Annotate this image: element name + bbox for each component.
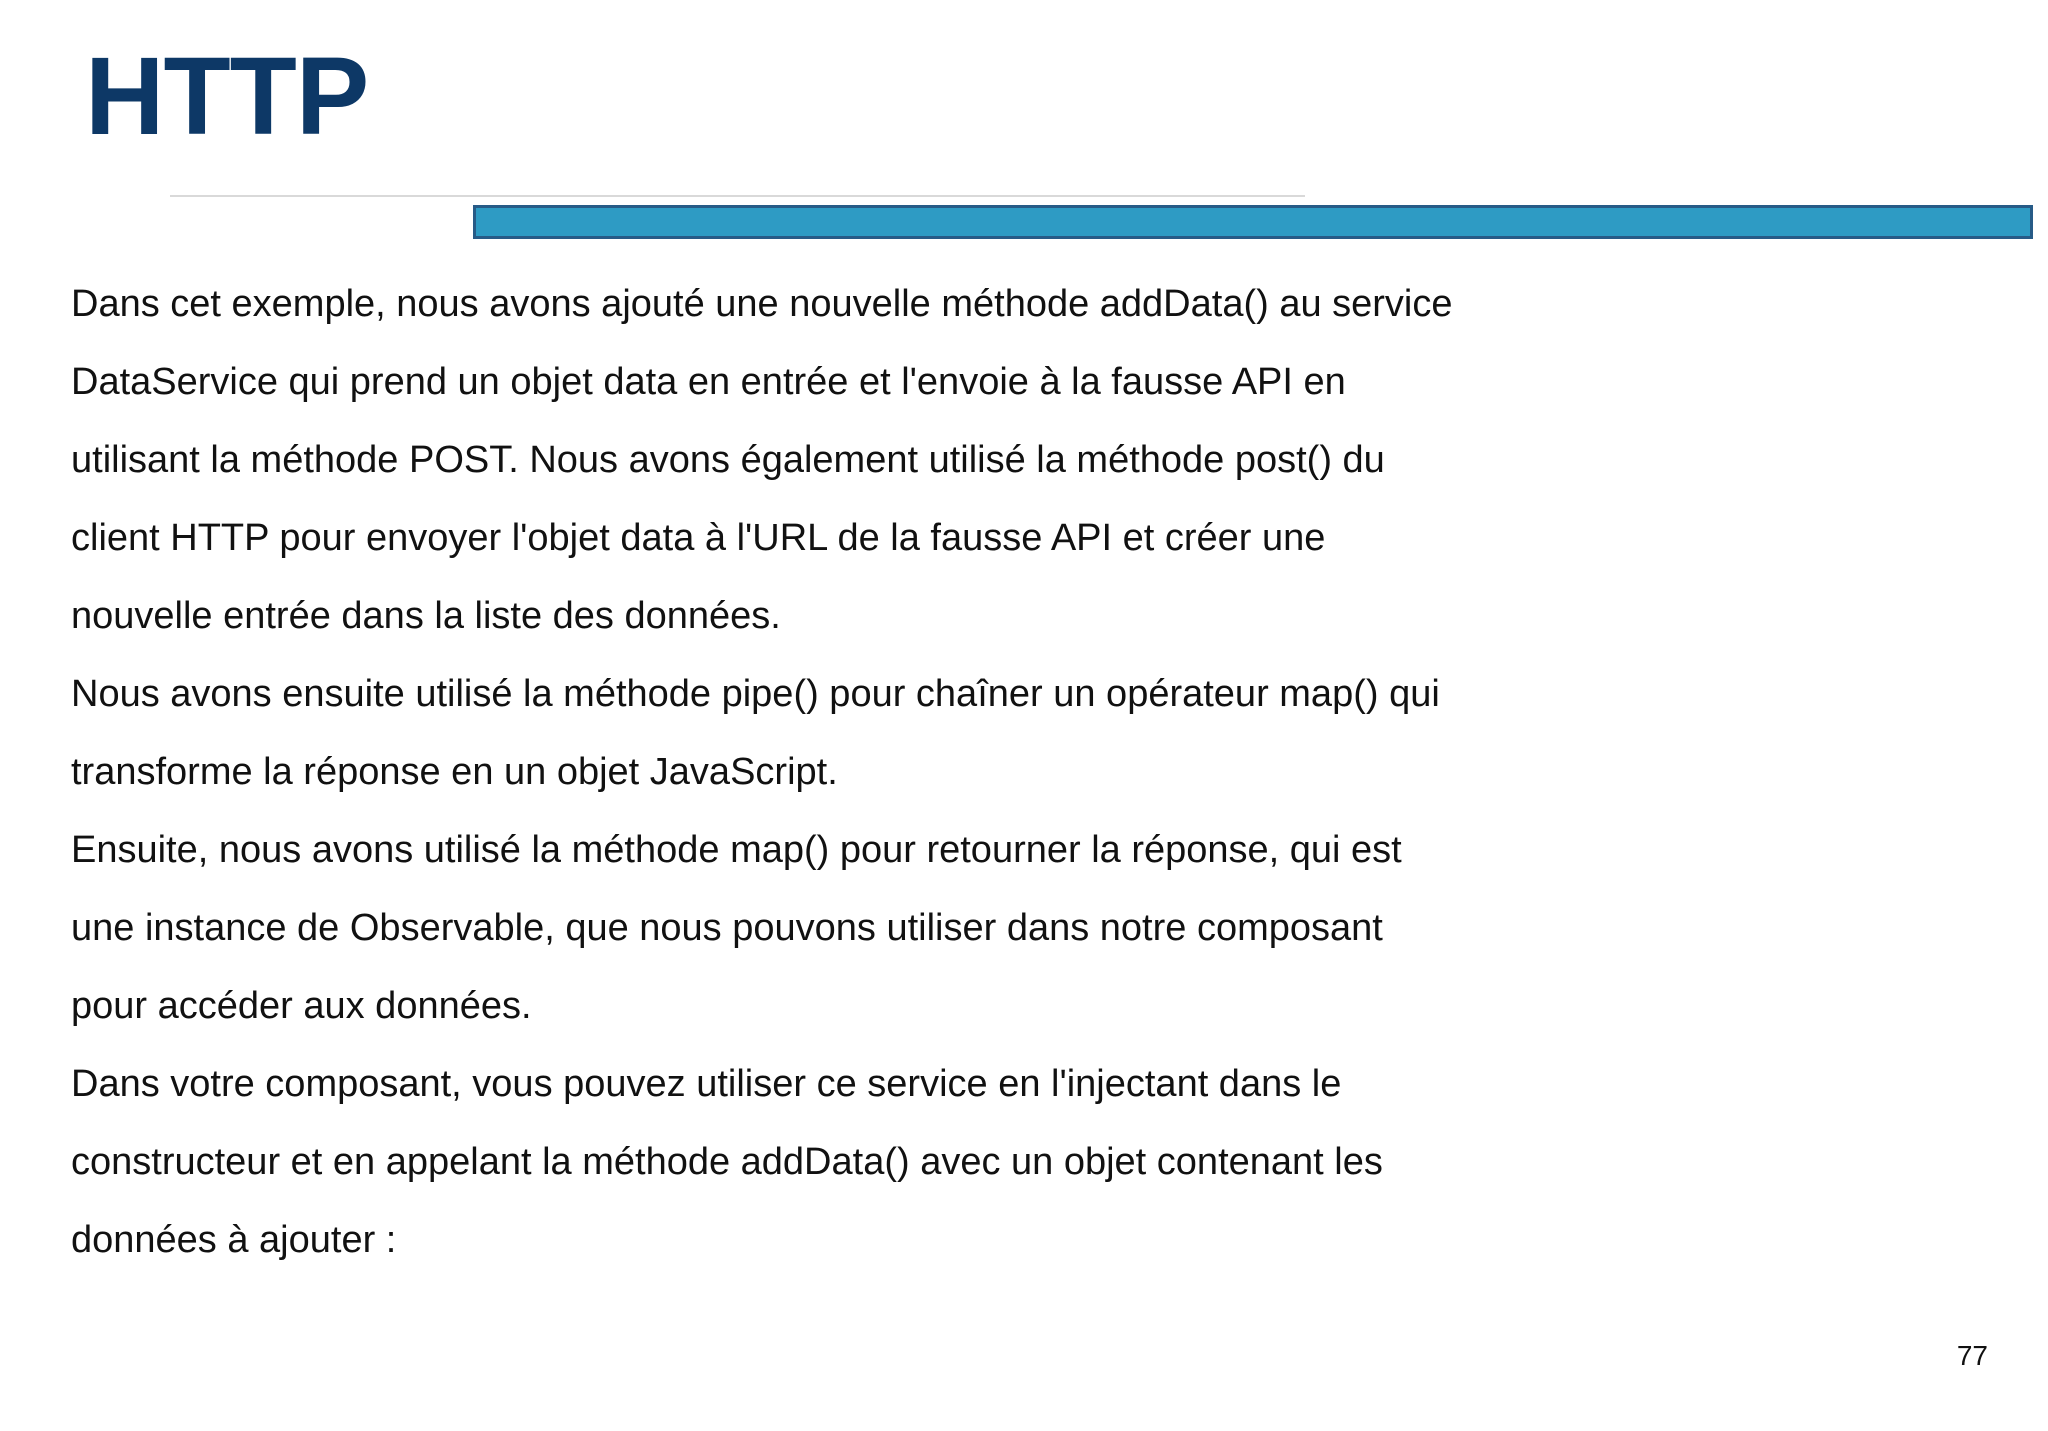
- body-line: transforme la réponse en un objet JavaScript.: [71, 751, 838, 793]
- body-line: constructeur et en appelant la méthode addData() avec un objet contenant les: [71, 1141, 1383, 1183]
- slide-body: [71, 265, 1631, 1279]
- body-line: Dans votre composant, vous pouvez utiliser ce service en l'injectant dans le: [71, 1063, 1342, 1105]
- body-line: une instance de Observable, que nous pouvons utiliser dans notre composant: [71, 907, 1383, 949]
- body-line: Nous avons ensuite utilisé la méthode pipe() pour chaîner un opérateur map() qui: [71, 673, 1440, 715]
- page-number: 77: [1956, 1340, 1988, 1371]
- body-line: données à ajouter :: [71, 1219, 397, 1261]
- body-line: nouvelle entrée dans la liste des données.: [71, 595, 781, 637]
- body-line: Ensuite, nous avons utilisé la méthode map() pour retourner la réponse, qui est: [71, 829, 1402, 871]
- body-line: DataService qui prend un objet data en entrée et l'envoie à la fausse API en: [71, 361, 1346, 403]
- body-line: client HTTP pour envoyer l'objet data à l'URL de la fausse API et créer une: [71, 517, 1326, 559]
- body-line: utilisant la méthode POST. Nous avons également utilisé la méthode post() du: [71, 439, 1385, 481]
- title-underline: [170, 195, 1305, 197]
- body-line: pour accéder aux données.: [71, 985, 532, 1027]
- body-line: Dans cet exemple, nous avons ajouté une nouvelle méthode addData() au service: [71, 283, 1453, 325]
- slide-title: HTTP: [85, 35, 369, 158]
- accent-bar: [473, 205, 2033, 239]
